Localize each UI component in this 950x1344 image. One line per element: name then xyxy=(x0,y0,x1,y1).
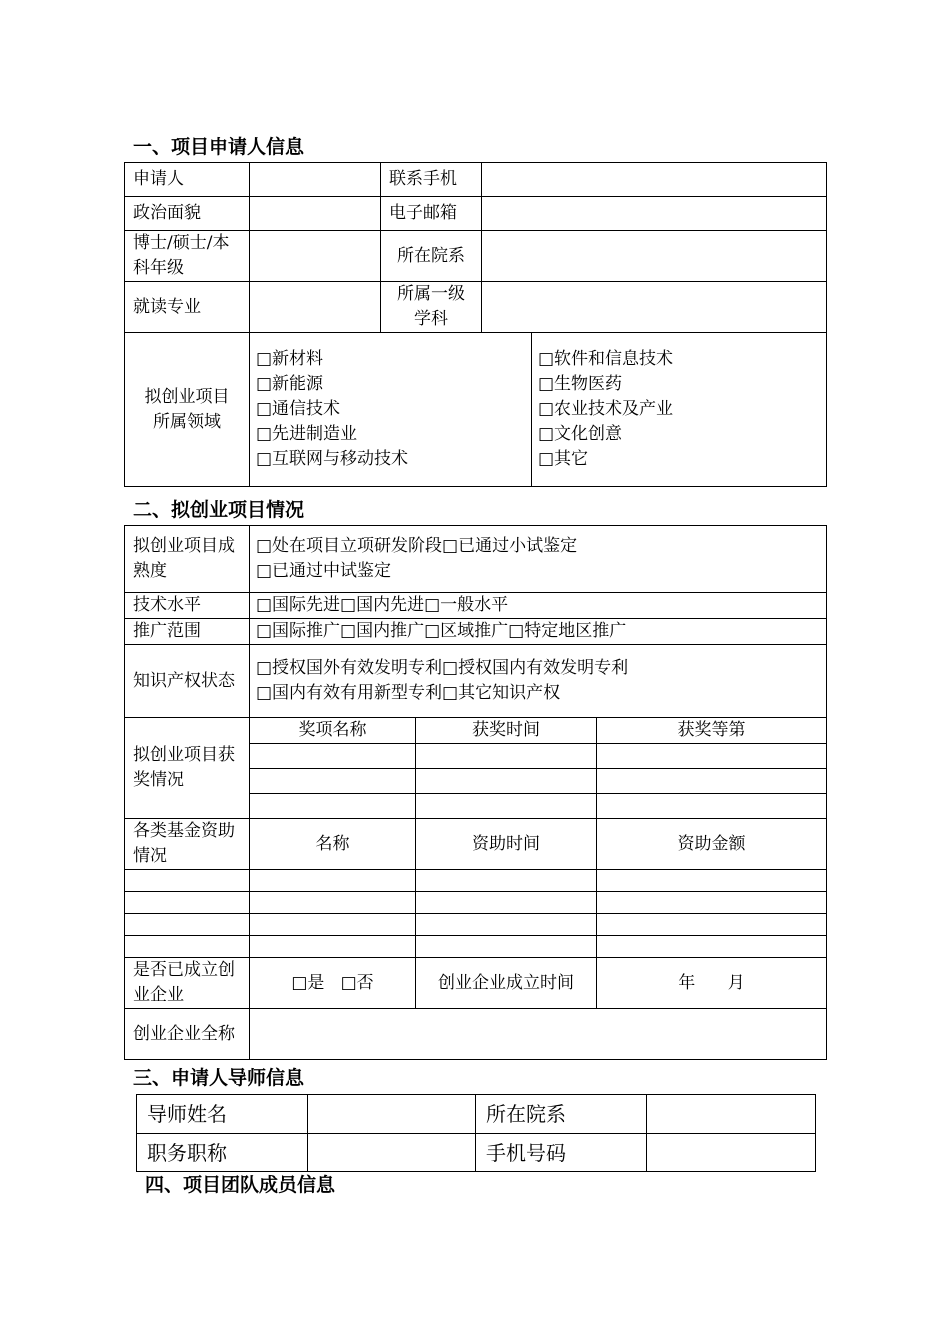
mentor-name-field[interactable] xyxy=(308,1095,476,1134)
fund-row xyxy=(125,936,827,958)
phone-label: 联系手机 xyxy=(381,163,482,197)
mentor-title-label: 职务职称 xyxy=(137,1134,308,1172)
fund-cell[interactable] xyxy=(416,936,597,958)
discipline-label: 所属一级学科 xyxy=(381,282,482,333)
mentor-title-field[interactable] xyxy=(308,1134,476,1172)
fund-cell[interactable] xyxy=(416,870,597,892)
company-fullname-label: 创业企业全称 xyxy=(125,1009,250,1060)
applicant-name-label: 申请人 xyxy=(125,163,250,197)
field-option-biomedicine[interactable]: □生物医药 xyxy=(538,374,623,394)
tech-level-options[interactable]: □国际先进□国内先进□一般水平 xyxy=(250,593,827,619)
promotion-label: 推广范围 xyxy=(125,619,250,645)
discipline-field[interactable] xyxy=(482,282,827,333)
maturity-label: 拟创业项目成熟度 xyxy=(125,526,250,593)
fund-header-amount: 资助金额 xyxy=(597,819,827,870)
company-date-label: 创业企业成立时间 xyxy=(416,958,597,1009)
month-label: 月 xyxy=(727,972,745,993)
ip-status-label: 知识产权状态 xyxy=(125,645,250,718)
fund-cell[interactable] xyxy=(416,892,597,914)
fund-cell[interactable] xyxy=(250,914,416,936)
field-option-culture[interactable]: □文化创意 xyxy=(538,424,623,444)
field-options-right xyxy=(532,333,827,487)
section-title-team: 四、项目团队成员信息 xyxy=(145,1174,336,1196)
awards-cell[interactable] xyxy=(416,794,597,819)
company-fullname-field[interactable] xyxy=(250,1009,827,1060)
field-option-software[interactable]: □软件和信息技术 xyxy=(538,349,674,369)
awards-header-time: 获奖时间 xyxy=(416,718,597,744)
fund-label: 各类基金资助情况 xyxy=(125,819,250,870)
fund-header-name: 名称 xyxy=(250,819,416,870)
awards-label: 拟创业项目获奖情况 xyxy=(125,718,250,819)
awards-cell[interactable] xyxy=(597,744,827,769)
awards-header-grade: 获奖等第 xyxy=(597,718,827,744)
company-yes-option[interactable]: □是 xyxy=(291,972,325,993)
field-option-new-materials[interactable]: □新材料 xyxy=(256,349,324,369)
field-option-new-energy[interactable]: □新能源 xyxy=(256,374,324,394)
fund-cell[interactable] xyxy=(125,870,250,892)
email-label: 电子邮箱 xyxy=(381,197,482,231)
email-field[interactable] xyxy=(482,197,827,231)
fund-cell[interactable] xyxy=(597,892,827,914)
fund-header-time: 资助时间 xyxy=(416,819,597,870)
awards-cell[interactable] xyxy=(250,769,416,794)
fund-cell[interactable] xyxy=(597,914,827,936)
fund-row xyxy=(125,870,827,892)
company-established-label: 是否已成立创业企业 xyxy=(125,958,250,1009)
promotion-options[interactable]: □国际推广□国内推广□区域推广□特定地区推广 xyxy=(250,619,827,645)
field-option-agriculture[interactable]: □农业技术及产业 xyxy=(538,399,674,419)
fund-row xyxy=(125,892,827,914)
fund-cell[interactable] xyxy=(125,892,250,914)
fund-cell[interactable] xyxy=(250,892,416,914)
field-option-internet[interactable]: □互联网与移动技术 xyxy=(256,449,409,469)
maturity-line-1[interactable]: □处在项目立项研发阶段□已通过小试鉴定 xyxy=(256,536,578,556)
field-option-communication[interactable]: □通信技术 xyxy=(256,399,341,419)
field-options-left xyxy=(250,333,532,487)
awards-cell[interactable] xyxy=(250,744,416,769)
company-no-option[interactable]: □否 xyxy=(340,972,374,993)
phone-field[interactable] xyxy=(482,163,827,197)
awards-header-name: 奖项名称 xyxy=(250,718,416,744)
fund-cell[interactable] xyxy=(125,936,250,958)
grade-field[interactable] xyxy=(250,231,381,282)
fund-cell[interactable] xyxy=(597,936,827,958)
mentor-phone-label: 手机号码 xyxy=(476,1134,647,1172)
fund-cell[interactable] xyxy=(250,936,416,958)
field-option-other[interactable]: □其它 xyxy=(538,449,589,469)
awards-cell[interactable] xyxy=(416,744,597,769)
ip-line-2[interactable]: □国内有效有用新型专利□其它知识产权 xyxy=(256,683,561,703)
section-title-applicant: 一、项目申请人信息 xyxy=(133,136,305,158)
major-label: 就读专业 xyxy=(125,282,250,333)
mentor-dept-label: 所在院系 xyxy=(476,1095,647,1134)
field-label: 拟创业项目所属领域 xyxy=(125,333,250,487)
ip-line-1[interactable]: □授权国外有效发明专利□授权国内有效发明专利 xyxy=(256,658,629,678)
awards-cell[interactable] xyxy=(597,794,827,819)
politics-field[interactable] xyxy=(250,197,381,231)
politics-label: 政治面貌 xyxy=(125,197,250,231)
maturity-line-2[interactable]: □已通过中试鉴定 xyxy=(256,561,392,581)
tech-level-label: 技术水平 xyxy=(125,593,250,619)
field-option-manufacturing[interactable]: □先进制造业 xyxy=(256,424,358,444)
mentor-phone-field[interactable] xyxy=(647,1134,816,1172)
company-established-options xyxy=(250,958,416,1009)
department-field[interactable] xyxy=(482,231,827,282)
fund-row xyxy=(125,914,827,936)
section-title-mentor: 三、申请人导师信息 xyxy=(133,1067,305,1089)
fund-cell[interactable] xyxy=(125,914,250,936)
maturity-options xyxy=(250,526,827,593)
section-title-project: 二、拟创业项目情况 xyxy=(133,499,305,521)
fund-cell[interactable] xyxy=(597,870,827,892)
awards-cell[interactable] xyxy=(597,769,827,794)
awards-cell[interactable] xyxy=(250,794,416,819)
fund-cell[interactable] xyxy=(250,870,416,892)
mentor-table xyxy=(136,1094,816,1172)
year-label: 年 xyxy=(678,972,696,993)
mentor-dept-field[interactable] xyxy=(647,1095,816,1134)
major-field[interactable] xyxy=(250,282,381,333)
applicant-name-field[interactable] xyxy=(250,163,381,197)
ip-status-options xyxy=(250,645,827,718)
mentor-name-label: 导师姓名 xyxy=(137,1095,308,1134)
company-date-field[interactable] xyxy=(597,958,827,1009)
grade-label: 博士/硕士/本科年级 xyxy=(125,231,250,282)
applicant-table xyxy=(124,162,827,487)
department-label: 所在院系 xyxy=(381,231,482,282)
awards-cell[interactable] xyxy=(416,769,597,794)
fund-cell[interactable] xyxy=(416,914,597,936)
project-table xyxy=(124,525,827,1060)
